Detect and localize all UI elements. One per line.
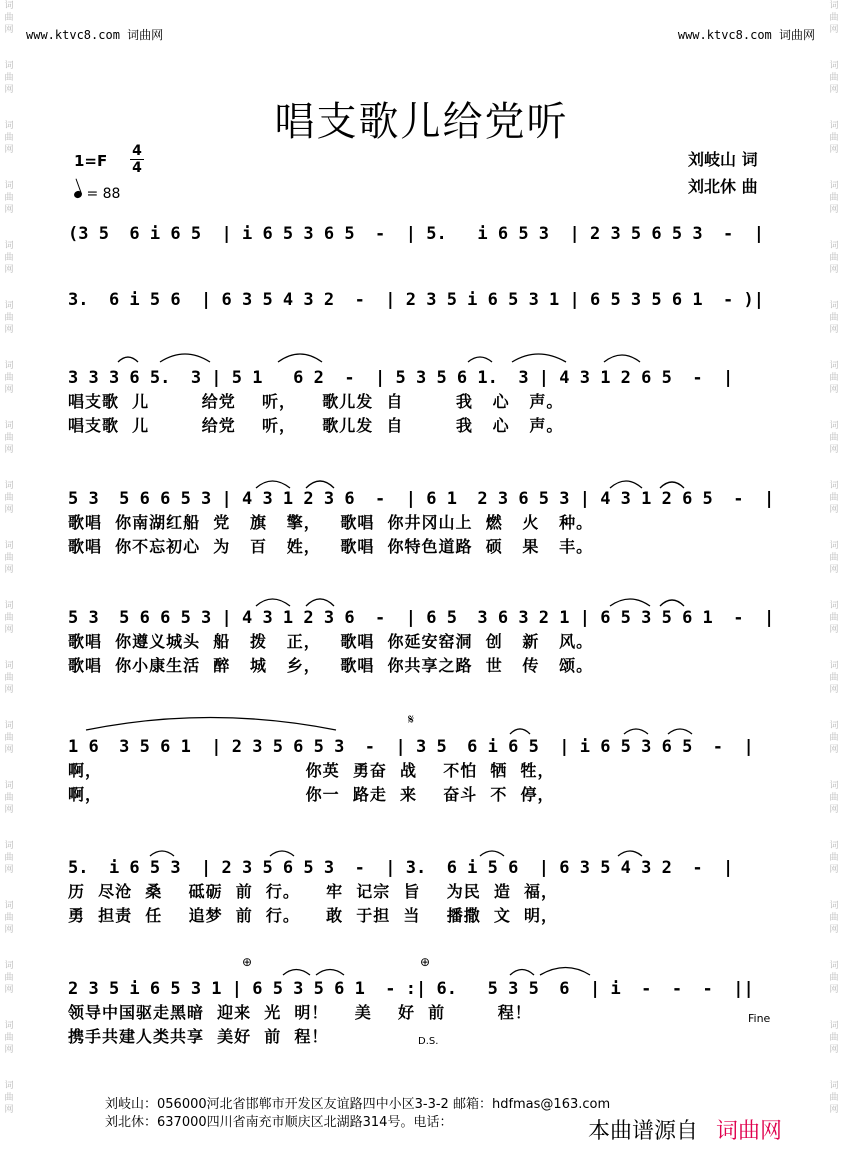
watermark-gap — [827, 1116, 841, 1140]
notation-line: 3. 6 i 5 6 | 6 3 5 4 3 2 - | 2 3 5 i 6 5 3 1 | 6 5 3 5 6 1 - )| — [68, 290, 764, 310]
watermark-left — [2, 0, 16, 1172]
watermark-gap — [827, 636, 841, 660]
watermark-glyph: 词 — [4, 481, 14, 491]
watermark-glyph: 网 — [829, 745, 839, 755]
watermark-glyph: 词 — [4, 541, 14, 551]
watermark-glyph: 曲 — [829, 1093, 839, 1103]
lyric-line: 歌唱 你不忘初心 为 百 姓， 歌唱 你特色道路 硕 果 丰。 — [68, 537, 594, 556]
watermark-glyph: 词 — [4, 241, 14, 251]
watermark-glyph: 网 — [829, 205, 839, 215]
watermark-gap — [2, 216, 16, 240]
notation-line: 1 6 3 5 6 1 | 2 3 5 6 5 3 - | 3 5 6 i 6 5 | i 6 5 3 6 5 - | — [68, 737, 754, 757]
watermark-gap — [2, 456, 16, 480]
meter-bottom: 4 — [132, 160, 142, 176]
watermark-gap — [827, 696, 841, 720]
watermark-glyph: 网 — [4, 325, 14, 335]
watermark-glyph: 网 — [4, 85, 14, 95]
score-system — [68, 366, 784, 438]
watermark-glyph: 词 — [829, 241, 839, 251]
watermark-glyph: 曲 — [4, 253, 14, 263]
watermark-glyph: 网 — [829, 985, 839, 995]
watermark-glyph: 曲 — [4, 733, 14, 743]
watermark-glyph: 网 — [829, 1045, 839, 1055]
watermark-gap — [827, 336, 841, 360]
watermark-glyph: 词 — [829, 1021, 839, 1031]
watermark-glyph: 网 — [4, 805, 14, 815]
watermark-glyph: 曲 — [829, 553, 839, 563]
watermark-glyph: 网 — [4, 625, 14, 635]
watermark-glyph: 曲 — [829, 613, 839, 623]
watermark-gap — [827, 456, 841, 480]
watermark-glyph: 网 — [829, 685, 839, 695]
time-signature — [130, 144, 144, 175]
watermark-glyph: 网 — [829, 925, 839, 935]
site-url-left[interactable]: www.ktvc8.com 词曲网 — [26, 28, 164, 42]
coda-mark-1: ⊕ — [242, 955, 253, 969]
notation-line: (3 5 6 i 6 5 | i 6 5 3 6 5 - | 5. i 6 5 3 | 2 3 5 6 5 3 - | — [68, 224, 764, 244]
slur — [510, 729, 530, 734]
contact-info — [105, 1096, 610, 1132]
ds-mark: D.S. — [418, 1036, 439, 1047]
watermark-glyph: 网 — [829, 385, 839, 395]
slur — [468, 357, 492, 362]
fine-mark: Fine — [748, 1012, 771, 1025]
watermark-glyph: 网 — [829, 145, 839, 155]
watermark-glyph: 词 — [4, 601, 14, 611]
watermark-glyph: 词 — [4, 961, 14, 971]
watermark-gap — [2, 636, 16, 660]
composer-credit: 刘北休 曲 — [688, 177, 758, 196]
watermark-glyph: 曲 — [4, 1093, 14, 1103]
watermark-glyph: 词 — [4, 1081, 14, 1091]
watermark-glyph: 曲 — [829, 133, 839, 143]
notation-line: 5 3 5 6 6 5 3 | 4 3 1 2 3 6 - | 6 5 3 6 3 2 1 | 6 5 3 5 6 1 - | — [68, 608, 775, 628]
slur — [256, 599, 290, 606]
source-label: 本曲谱源自 — [588, 1119, 699, 1144]
slur — [306, 599, 334, 606]
watermark-glyph: 曲 — [829, 313, 839, 323]
watermark-glyph: 网 — [4, 685, 14, 695]
watermark-glyph: 网 — [829, 1105, 839, 1115]
watermark-glyph: 词 — [829, 1081, 839, 1091]
watermark-glyph: 网 — [4, 25, 14, 35]
lyric-line: 历 尽沧 桑 砥砺 前 行。 牢 记宗 旨 为民 造 福， — [68, 882, 558, 901]
watermark-glyph: 词 — [4, 901, 14, 911]
watermark-glyph: 曲 — [4, 1033, 14, 1043]
watermark-glyph: 词 — [829, 1, 839, 11]
lyric-line: 歌唱 你南湖红船 党 旗 擎， 歌唱 你井冈山上 燃 火 种。 — [68, 513, 594, 532]
watermark-gap — [2, 1056, 16, 1080]
watermark-glyph: 词 — [4, 1, 14, 11]
watermark-gap — [827, 936, 841, 960]
watermark-gap — [2, 816, 16, 840]
score-system — [68, 288, 784, 312]
watermark-glyph: 曲 — [4, 673, 14, 683]
watermark-glyph: 词 — [829, 181, 839, 191]
slur — [624, 729, 648, 734]
segno-mark: 𝄋 — [408, 712, 415, 728]
slur — [604, 355, 640, 362]
watermark-gap — [2, 516, 16, 540]
slur — [610, 599, 650, 606]
credits — [688, 146, 758, 200]
composer-contact: 刘北休：637000四川省南充市顺庆区北湖路314号。电话： — [105, 1115, 453, 1130]
watermark-gap — [2, 876, 16, 900]
watermark-glyph: 词 — [829, 721, 839, 731]
tempo-value: = 88 — [86, 186, 121, 202]
watermark-glyph: 曲 — [4, 493, 14, 503]
watermark-gap — [827, 156, 841, 180]
watermark-glyph: 网 — [829, 85, 839, 95]
slur — [540, 968, 590, 976]
lyric-line: 唱支歌 儿 给党 听， 歌儿发 自 我 心 声。 — [68, 392, 564, 411]
watermark-glyph: 曲 — [4, 973, 14, 983]
watermark-glyph: 曲 — [829, 73, 839, 83]
lyric-line: 歌唱 你小康生活 醉 城 乡， 歌唱 你共享之路 世 传 颂。 — [68, 656, 594, 675]
slur — [278, 354, 322, 362]
lyric-line: 啊， 你英 勇奋 战 不怕 牺 牲， — [68, 761, 555, 780]
watermark-glyph: 词 — [829, 901, 839, 911]
watermark-glyph: 词 — [829, 421, 839, 431]
watermark-glyph: 词 — [829, 841, 839, 851]
watermark-glyph: 曲 — [4, 853, 14, 863]
watermark-glyph: 词 — [4, 121, 14, 131]
source-credit — [588, 1114, 782, 1145]
watermark-glyph: 词 — [829, 121, 839, 131]
watermark-glyph: 网 — [829, 625, 839, 635]
watermark-glyph: 曲 — [4, 313, 14, 323]
score-system — [68, 487, 784, 559]
watermark-glyph: 曲 — [4, 133, 14, 143]
watermark-glyph: 曲 — [829, 13, 839, 23]
watermark-gap — [2, 396, 16, 420]
notation-line: 5. i 6 5 3 | 2 3 5 6 5 3 - | 3. 6 i 5 6 | 6 3 5 4 3 2 - | — [68, 858, 734, 878]
quarter-note-icon — [73, 190, 83, 199]
watermark-glyph: 网 — [829, 25, 839, 35]
slur — [316, 970, 344, 976]
lyric-line: 啊， 你一 路走 来 奋斗 不 停， — [68, 785, 555, 804]
watermark-gap — [827, 576, 841, 600]
source-brand[interactable]: 词曲网 — [716, 1119, 783, 1144]
watermark-glyph: 曲 — [4, 73, 14, 83]
watermark-glyph: 网 — [829, 805, 839, 815]
watermark-glyph: 词 — [829, 781, 839, 791]
watermark-gap — [2, 936, 16, 960]
watermark-glyph: 曲 — [829, 853, 839, 863]
watermark-gap — [2, 996, 16, 1020]
watermark-glyph: 曲 — [4, 613, 14, 623]
site-url-right[interactable]: www.ktvc8.com 词曲网 — [677, 28, 815, 42]
slur — [668, 729, 692, 734]
watermark-glyph: 网 — [829, 325, 839, 335]
watermark-glyph: 曲 — [4, 553, 14, 563]
watermark-gap — [827, 396, 841, 420]
watermark-glyph: 网 — [4, 1045, 14, 1055]
watermark-gap — [2, 156, 16, 180]
notation-line: 5 3 5 6 6 5 3 | 4 3 1 2 3 6 - | 6 1 2 3 6 5 3 | 4 3 1 2 6 5 - | — [68, 489, 775, 509]
coda-mark-2: ⊕ — [420, 955, 431, 969]
watermark-glyph: 词 — [4, 841, 14, 851]
watermark-glyph: 曲 — [829, 733, 839, 743]
key-signature: 1=F — [74, 152, 108, 170]
lyric-line: 唱支歌 儿 给党 听， 歌儿发 自 我 心 声。 — [68, 416, 564, 435]
watermark-glyph: 曲 — [829, 493, 839, 503]
watermark-gap — [2, 276, 16, 300]
watermark-glyph: 网 — [829, 565, 839, 575]
watermark-glyph: 词 — [829, 301, 839, 311]
watermark-glyph: 网 — [4, 565, 14, 575]
watermark-glyph: 网 — [4, 865, 14, 875]
score-system — [68, 735, 784, 807]
watermark-glyph: 曲 — [829, 973, 839, 983]
watermark-glyph: 曲 — [4, 193, 14, 203]
watermark-gap — [827, 996, 841, 1020]
watermark-glyph: 曲 — [829, 193, 839, 203]
score-system — [68, 606, 784, 678]
watermark-glyph: 词 — [4, 421, 14, 431]
lyricist-credit: 刘岐山 词 — [688, 150, 758, 169]
lyric-line: 勇 担责 任 追梦 前 行。 敢 于担 当 播撒 文 明， — [68, 906, 558, 925]
watermark-glyph: 曲 — [829, 1033, 839, 1043]
watermark-glyph: 曲 — [829, 673, 839, 683]
watermark-glyph: 曲 — [4, 13, 14, 23]
watermark-glyph: 曲 — [829, 373, 839, 383]
slur — [118, 357, 138, 362]
watermark-glyph: 网 — [4, 925, 14, 935]
watermark-glyph: 曲 — [829, 433, 839, 443]
watermark-gap — [827, 516, 841, 540]
watermark-glyph: 词 — [829, 481, 839, 491]
watermark-glyph: 词 — [829, 361, 839, 371]
watermark-glyph: 曲 — [829, 253, 839, 263]
watermark-glyph: 曲 — [829, 793, 839, 803]
lyric-line: 歌唱 你遵义城头 船 拨 正， 歌唱 你延安窑洞 创 新 风。 — [68, 632, 594, 651]
lyric-line: 携手共建人类共享 美好 前 程！ — [68, 1027, 329, 1046]
watermark-gap — [827, 276, 841, 300]
watermark-glyph: 网 — [4, 505, 14, 515]
watermark-right — [827, 0, 841, 1172]
watermark-glyph: 词 — [829, 601, 839, 611]
watermark-gap — [827, 816, 841, 840]
watermark-gap — [827, 876, 841, 900]
meter-top: 4 — [132, 143, 142, 159]
slur — [510, 970, 534, 976]
watermark-glyph: 网 — [4, 145, 14, 155]
lyric-line: 领导中国驱走黑暗 迎来 光 明！ 美 好 前 程！ — [68, 1003, 532, 1022]
song-title: 唱支歌儿给党听 — [274, 99, 569, 145]
watermark-gap — [2, 36, 16, 60]
watermark-gap — [827, 756, 841, 780]
watermark-gap — [827, 1056, 841, 1080]
watermark-gap — [2, 336, 16, 360]
slur — [160, 354, 210, 362]
watermark-gap — [2, 696, 16, 720]
watermark-glyph: 网 — [4, 205, 14, 215]
watermark-glyph: 词 — [4, 721, 14, 731]
watermark-glyph: 网 — [829, 265, 839, 275]
watermark-gap — [2, 576, 16, 600]
watermark-glyph: 曲 — [4, 793, 14, 803]
slur — [512, 354, 566, 362]
watermark-glyph: 词 — [4, 661, 14, 671]
watermark-gap — [2, 756, 16, 780]
watermark-gap — [827, 36, 841, 60]
watermark-glyph: 词 — [829, 541, 839, 551]
watermark-glyph: 网 — [829, 445, 839, 455]
notation-line: 3 3 3 6 5. 3 | 5 1 6 2 - | 5 3 5 6 1. 3 | 4 3 1 2 6 5 - | — [68, 368, 734, 388]
watermark-glyph: 网 — [4, 385, 14, 395]
watermark-glyph: 词 — [829, 61, 839, 71]
notation-line: 2 3 5 i 6 5 3 1 | 6 5 3 5 6 1 - :| 6. 5 3 5 6 | i - - - || — [68, 979, 754, 999]
watermark-glyph: 曲 — [4, 433, 14, 443]
watermark-glyph: 网 — [829, 505, 839, 515]
watermark-glyph: 词 — [829, 961, 839, 971]
slur — [283, 970, 310, 976]
watermark-glyph: 词 — [4, 361, 14, 371]
watermark-glyph: 词 — [4, 301, 14, 311]
score-system — [68, 856, 784, 928]
watermark-glyph: 词 — [4, 181, 14, 191]
watermark-gap — [2, 1116, 16, 1140]
watermark-glyph: 网 — [4, 745, 14, 755]
watermark-glyph: 词 — [4, 1021, 14, 1031]
watermark-gap — [827, 216, 841, 240]
slur — [86, 718, 336, 731]
tempo-marking — [74, 186, 120, 202]
watermark-glyph: 词 — [4, 781, 14, 791]
watermark-glyph: 网 — [4, 445, 14, 455]
watermark-glyph: 网 — [4, 265, 14, 275]
watermark-glyph: 词 — [829, 661, 839, 671]
lyricist-contact: 刘岐山：056000河北省邯郸市开发区友谊路四中小区3-3-2 邮箱：hdfmas@163.com — [105, 1097, 611, 1112]
watermark-glyph: 网 — [4, 985, 14, 995]
score-system — [68, 222, 784, 246]
watermark-glyph: 曲 — [829, 913, 839, 923]
watermark-glyph: 曲 — [4, 913, 14, 923]
watermark-glyph: 网 — [829, 865, 839, 875]
watermark-glyph: 网 — [4, 1105, 14, 1115]
watermark-glyph: 词 — [4, 61, 14, 71]
watermark-glyph: 曲 — [4, 373, 14, 383]
